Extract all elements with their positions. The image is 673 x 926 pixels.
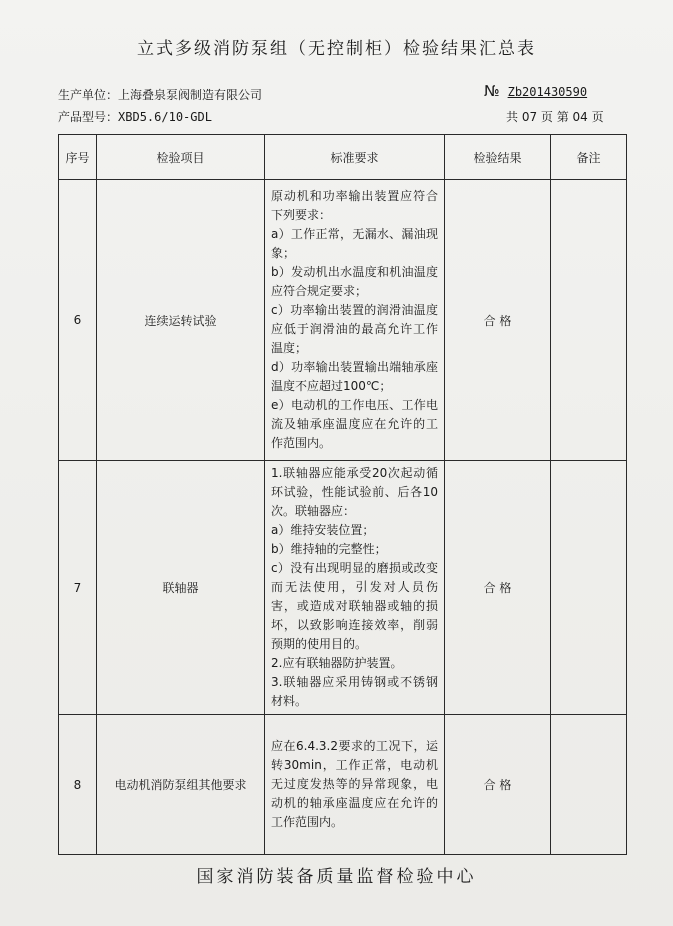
requirement-line: a）工作正常，无漏水、漏油现象； [271,227,438,260]
row-remark [551,461,627,715]
header-item: 检验项目 [97,135,265,180]
requirement-line: 3.联轴器应采用铸钢或不锈钢材料。 [271,675,438,708]
report-number [484,82,587,100]
manufacturer-value: 上海叠泉泵阀制造有限公司 [118,88,263,102]
row-no: 6 [59,180,97,461]
header-requirement: 标准要求 [265,135,445,180]
requirement-line: b）发动机出水温度和机油温度应符合规定要求； [271,265,438,298]
requirement-line: 1.联轴器应能承受20次起动循环试验，性能试验前、后各10次。联轴器应： [271,466,438,518]
row-no: 8 [59,715,97,855]
row-no: 7 [59,461,97,715]
row-requirement [265,461,445,715]
header-row [59,135,627,180]
header-remark: 备注 [551,135,627,180]
row-item: 联轴器 [97,461,265,715]
page-info: 共 07 页 第 04 页 [506,110,604,124]
manufacturer-label: 生产单位： [58,88,119,102]
requirement-line: a）维持安装位置； [271,523,375,537]
table-row [59,180,627,461]
number-value: Zb201430590 [507,85,588,99]
requirement-line: d）功率输出装置输出端轴承座温度不应超过100℃； [271,360,438,393]
row-remark [551,715,627,855]
requirement-line: 应在6.4.3.2要求的工况下，运转30min，工作正常，电动机无过度发热等的异常现象，电动机的轴承座温度应在允许的工作范围内。 [271,739,438,829]
manufacturer-line [58,86,262,103]
requirement-line: c）没有出现明显的磨损或改变而无法使用，引发对人员伤害，或造成对联轴器或轴的损坏，以致影响连接效率，削弱预期的使用目的。 [271,561,438,651]
document-title: 立式多级消防泵组（无控制柜）检验结果汇总表 [137,39,536,59]
row-result: 合 格 [445,461,551,715]
header-no: 序号 [59,135,97,180]
row-result: 合 格 [445,715,551,855]
row-item: 电动机消防泵组其他要求 [97,715,265,855]
model-value: XBD5.6/10-GDL [118,110,212,124]
row-requirement [265,180,445,461]
row-remark [551,180,627,461]
issuing-organization: 国家消防装备质量监督检验中心 [196,867,477,887]
row-item: 连续运转试验 [97,180,265,461]
table-row [59,461,627,715]
requirement-line: 2.应有联轴器防护装置。 [271,656,403,670]
results-table [58,134,627,855]
requirement-line: e）电动机的工作电压、工作电流及轴承座温度应在允许的工作范围内。 [271,398,438,450]
row-result: 合 格 [445,180,551,461]
model-line [58,108,212,125]
requirement-line: 原动机和功率输出装置应符合下列要求： [271,189,438,222]
model-label: 产品型号： [58,110,119,124]
requirement-line: b）维持轴的完整性； [271,542,387,556]
number-label: № [484,82,500,100]
requirement-line: c）功率输出装置的润滑油温度应低于润滑油的最高允许工作温度； [271,303,438,355]
header-result: 检验结果 [445,135,551,180]
row-requirement [265,715,445,855]
table-row [59,715,627,855]
